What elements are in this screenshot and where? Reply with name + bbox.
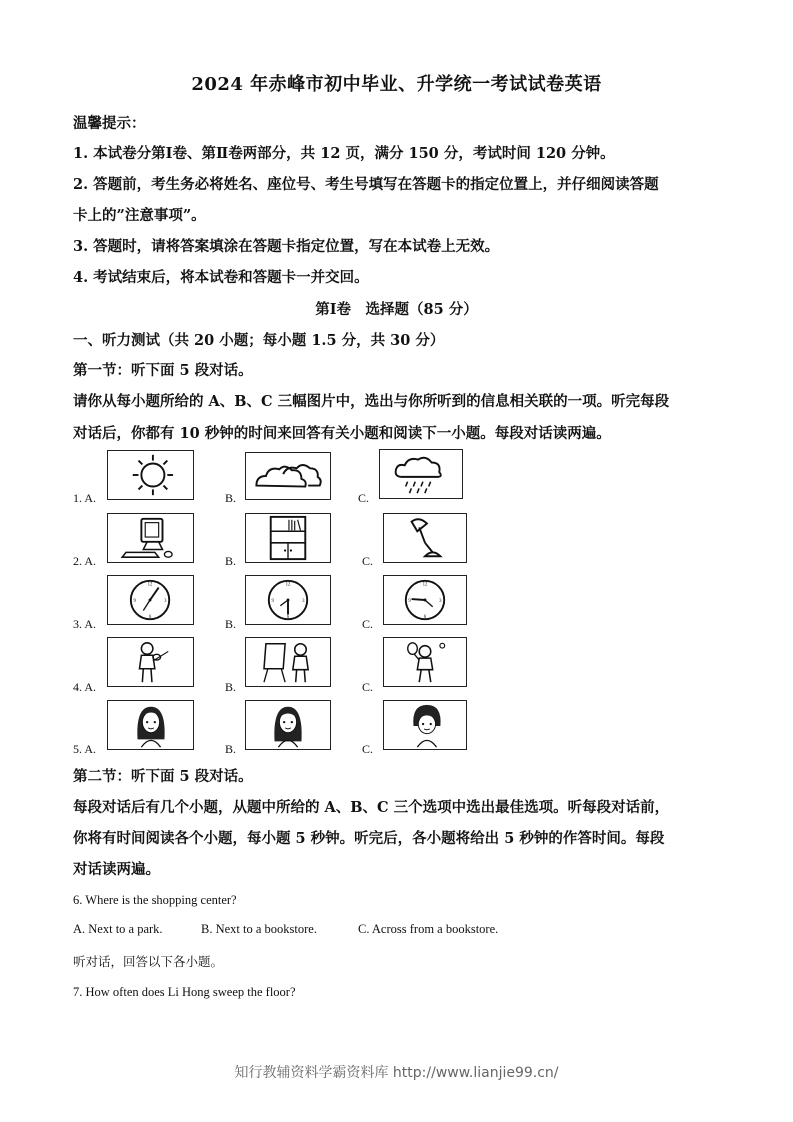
q2-option-c-label: C. <box>362 554 374 568</box>
svg-text:3: 3 <box>439 598 442 604</box>
svg-text:6: 6 <box>423 615 427 621</box>
tip-item: 卡上的”注意事项”。 <box>73 207 206 224</box>
clock-icon <box>245 575 331 625</box>
tip-item: 1. 本试卷分第Ⅰ卷、第Ⅱ卷两部分，共 12 页，满分 150 分，考试时间 120 分钟。 <box>73 145 615 162</box>
svg-text:6: 6 <box>148 615 152 621</box>
sub1-instruction: 请你从每小题所给的 A、B、C 三幅图片中，选出与你所听到的信息相关联的一项。听完每段 <box>73 393 670 410</box>
tennis-player-icon <box>383 637 467 687</box>
footer-watermark: 知行教辅资料学霸资料库 http://www.lianjie99.cn/ <box>234 1065 559 1081</box>
tip-item: 2. 答题前，考生务必将姓名、座位号、考生号填写在答题卡的指定位置上，并仔细阅读答题 <box>73 176 659 193</box>
svg-text:9: 9 <box>408 598 411 604</box>
clouds-icon <box>245 452 331 500</box>
clock-icon <box>383 575 467 625</box>
question-6: 6. Where is the shopping center? <box>73 893 237 907</box>
sub2-instruction: 对话读两遍。 <box>73 861 160 878</box>
q3-option-c-label: C. <box>362 617 374 631</box>
desk-lamp-icon <box>383 513 467 563</box>
svg-text:12: 12 <box>422 582 428 588</box>
q1-label: 1. A. <box>73 491 97 505</box>
q5-option-b-label: B. <box>225 742 237 756</box>
q6-option-c: C. Across from a bookstore. <box>358 922 499 936</box>
q5-label: 5. A. <box>73 742 97 756</box>
short-hair-girl-icon <box>383 700 467 750</box>
sub1-title: 第一节：听下面 5 段对话。 <box>73 362 253 379</box>
bookshelf-icon <box>245 513 331 563</box>
svg-text:6: 6 <box>286 615 290 621</box>
q4-option-c-label: C. <box>362 680 374 694</box>
q3-option-b-label: B. <box>225 617 237 631</box>
tip-item: 4. 考试结束后，将本试卷和答题卡一并交回。 <box>73 269 369 286</box>
q6-option-a: A. Next to a park. <box>73 922 163 936</box>
long-hair-girl-icon <box>107 700 194 750</box>
tip-item: 3. 答题时，请将答案填涂在答题卡指定位置，写在本试卷上无效。 <box>73 238 500 255</box>
computer-icon <box>107 513 194 563</box>
q6-option-b: B. Next to a bookstore. <box>201 922 317 936</box>
violin-player-icon <box>107 637 194 687</box>
svg-text:12: 12 <box>285 582 291 588</box>
svg-text:9: 9 <box>271 598 274 604</box>
q2-option-b-label: B. <box>225 554 237 568</box>
sub2-instruction: 每段对话后有几个小题，从题中所给的 A、B、C 三个选项中选出最佳选项。听每段对话前， <box>73 799 670 816</box>
q4-option-b-label: B. <box>225 680 237 694</box>
sub1-instruction: 对话后，你都有 10 秒钟的时间来回答有关小题和阅读下一小题。每段对话读两遍。 <box>73 425 611 442</box>
rain-cloud-icon <box>379 449 463 499</box>
tips-heading: 温馨提示： <box>73 115 146 132</box>
sub2-instruction: 你将有时间阅读各个小题，每小题 5 秒钟。听完后，各小题将给出 5 秒钟的作答时间。每段 <box>73 830 665 847</box>
sun-icon <box>107 450 194 500</box>
clock-icon <box>107 575 194 625</box>
page-title: 2024 年赤峰市初中毕业、升学统一考试试卷英语 <box>191 74 602 95</box>
q1-option-c-label: C. <box>358 491 370 505</box>
question-7: 7. How often does Li Hong sweep the floor? <box>73 985 296 999</box>
q3-label: 3. A. <box>73 617 97 631</box>
q1-option-b-label: B. <box>225 491 237 505</box>
svg-text:3: 3 <box>164 598 167 604</box>
q4-label: 4. A. <box>73 680 97 694</box>
part1-heading: 第Ⅰ卷 选择题（85 分） <box>315 301 478 318</box>
q2-label: 2. A. <box>73 554 97 568</box>
listen-note: 听对话，回答以下各小题。 <box>73 954 224 969</box>
sub2-title: 第二节：听下面 5 段对话。 <box>73 768 253 785</box>
q5-option-c-label: C. <box>362 742 374 756</box>
section1-heading: 一、听力测试（共 20 小题；每小题 1.5 分，共 30 分） <box>73 332 445 349</box>
painting-child-icon <box>245 637 331 687</box>
svg-text:9: 9 <box>133 598 136 604</box>
svg-text:3: 3 <box>302 598 305 604</box>
svg-text:12: 12 <box>147 582 153 588</box>
long-hair-girl-icon <box>245 700 331 750</box>
